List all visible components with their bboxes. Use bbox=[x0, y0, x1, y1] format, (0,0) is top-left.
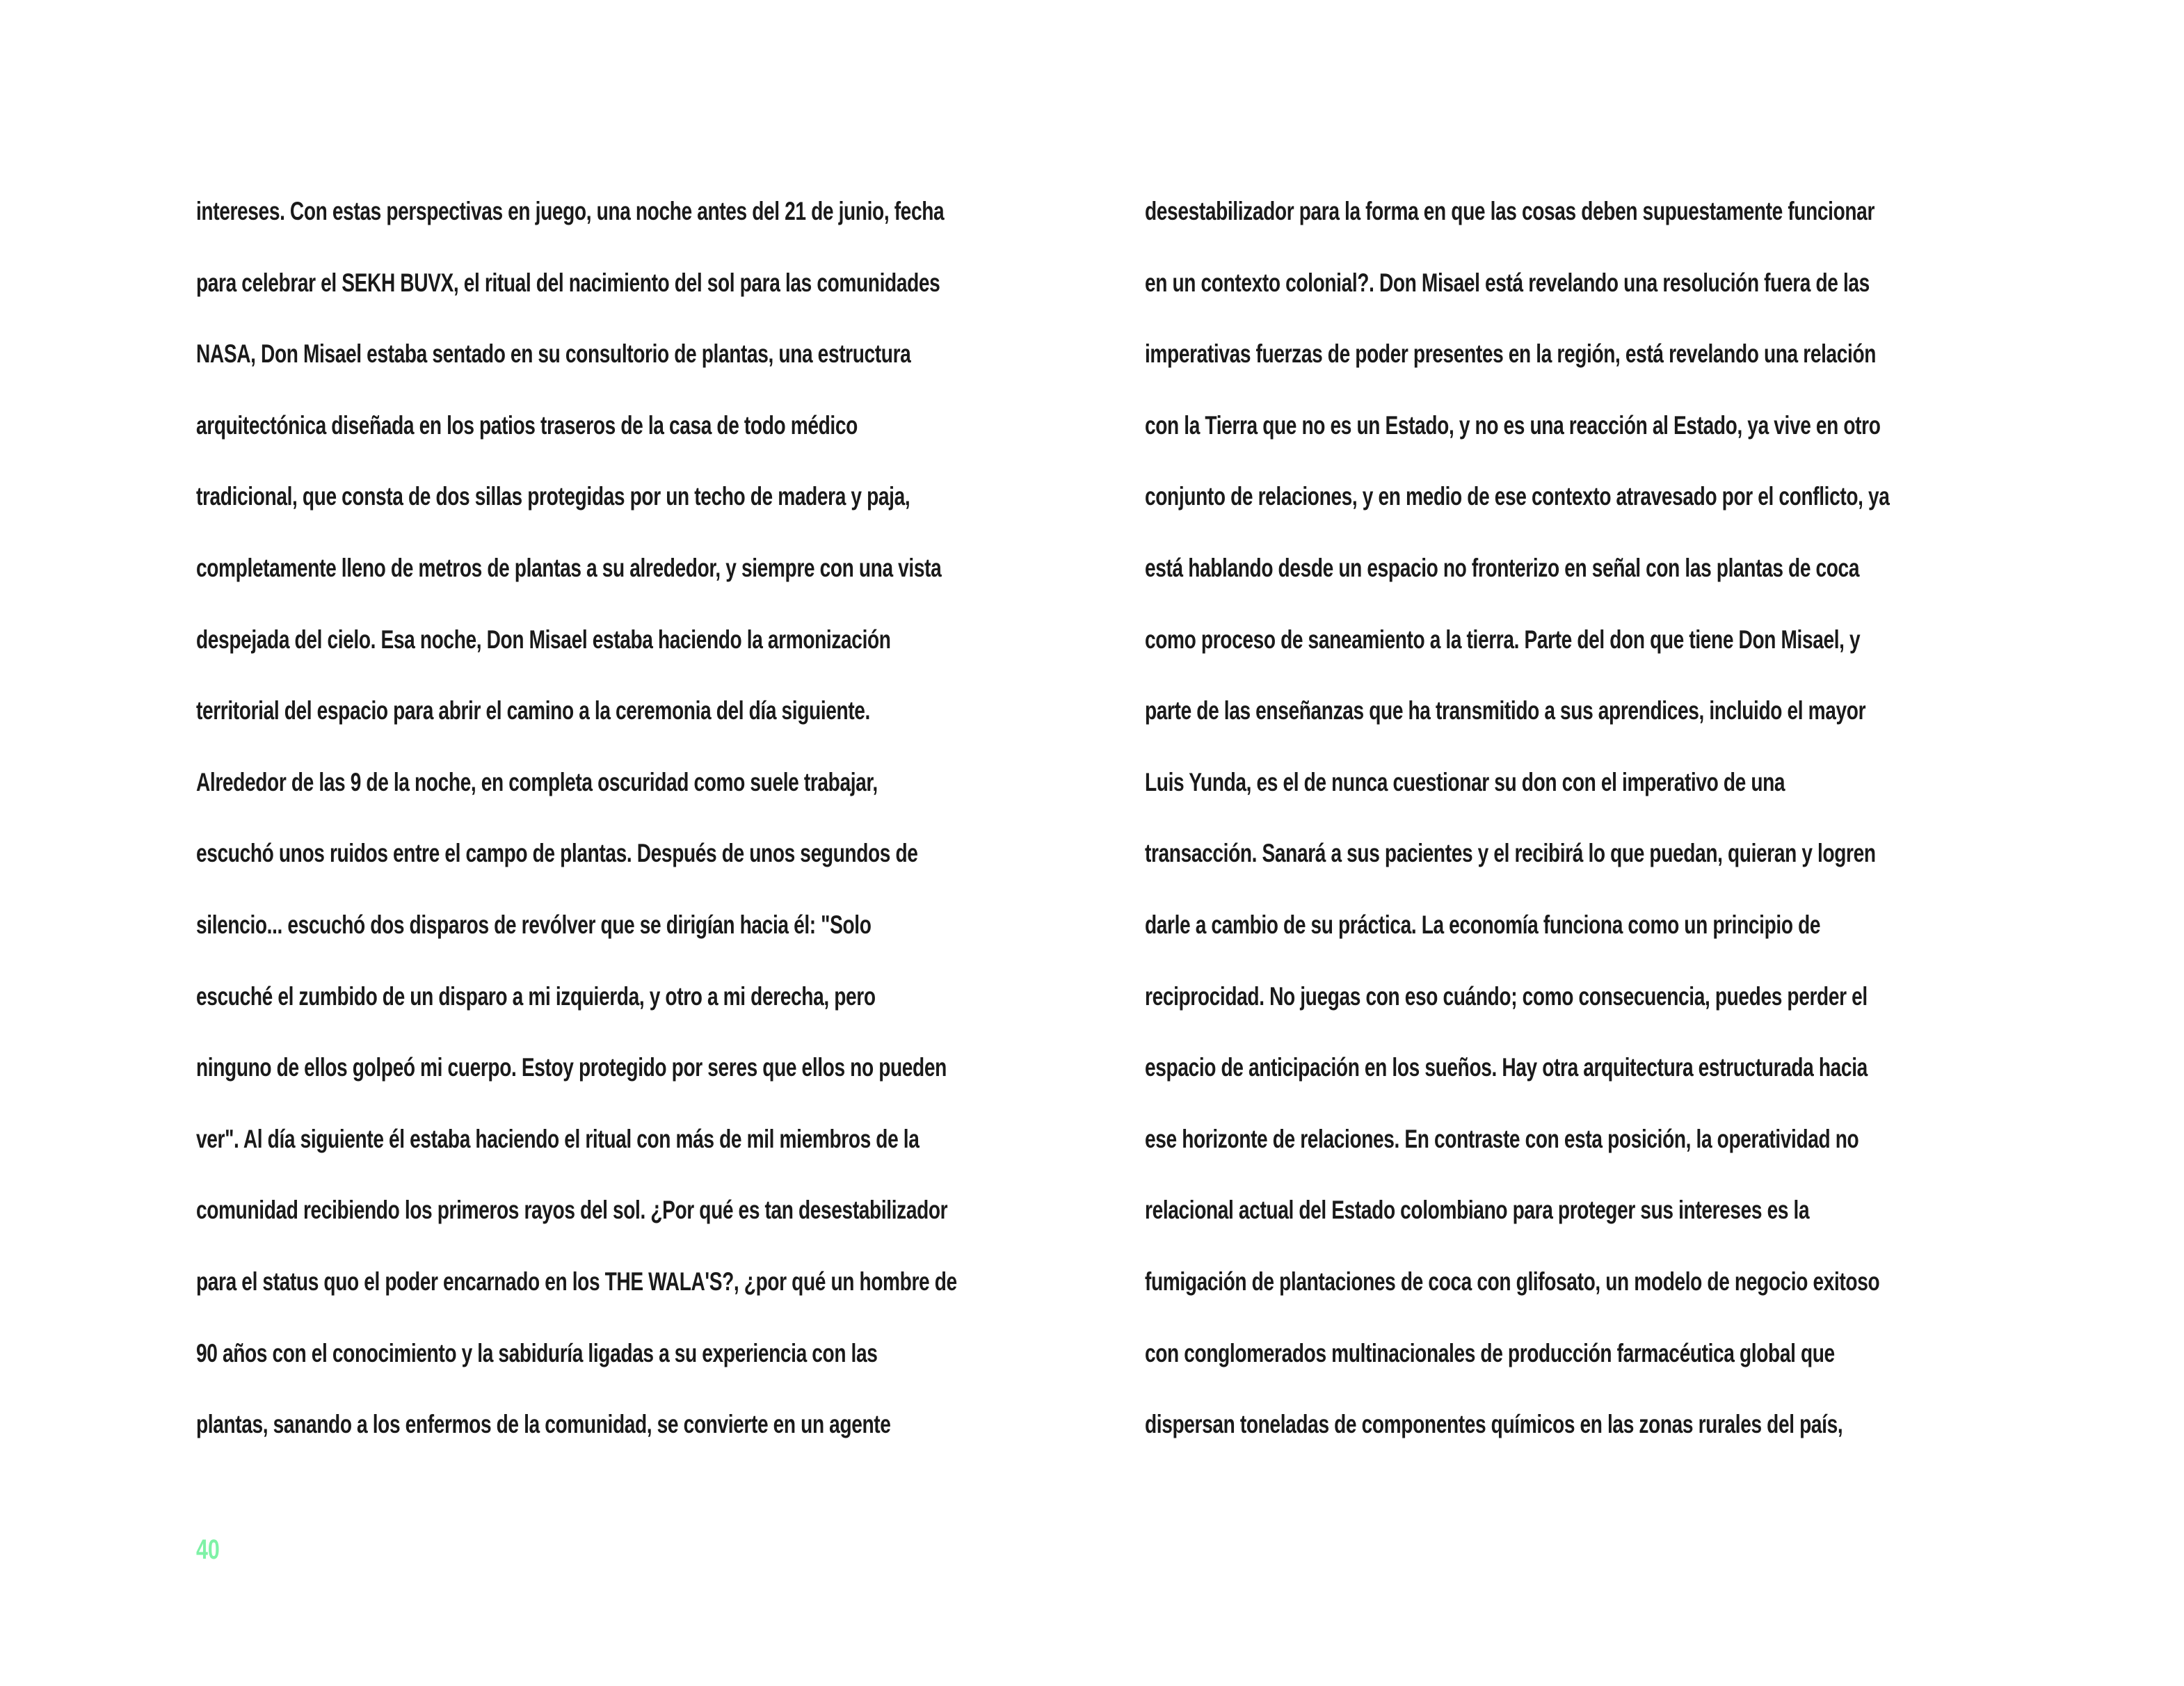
left-text-column bbox=[196, 189, 1073, 1474]
text-line: intereses. Con estas perspectivas en juego, una noche antes del 21 de junio, fecha bbox=[196, 197, 945, 225]
text-line: espacio de anticipación en los sueños. Hay otra arquitectura estructurada hacia bbox=[1145, 1053, 1868, 1082]
text-line: fumigación de plantaciones de coca con glifosato, un modelo de negocio exitoso bbox=[1145, 1267, 1880, 1296]
text-line: completamente lleno de metros de plantas a su alrededor, y siempre con una vista bbox=[196, 553, 942, 582]
text-line: reciprocidad. No juegas con eso cuándo; como consecuencia, puedes perder el bbox=[1145, 981, 1868, 1011]
text-line: relacional actual del Estado colombiano para proteger sus intereses es la bbox=[1145, 1196, 1810, 1225]
page-number: 40 bbox=[196, 1534, 220, 1565]
text-line: tradicional, que consta de dos sillas protegidas por un techo de madera y paja, bbox=[196, 482, 910, 511]
text-line: despejada del cielo. Esa noche, Don Misael estaba haciendo la armonización bbox=[196, 625, 891, 654]
text-line: ese horizonte de relaciones. En contraste con esta posición, la operatividad no bbox=[1145, 1124, 1859, 1153]
text-line: ver". Al día siguiente él estaba haciendo el ritual con más de mil miembros de la bbox=[196, 1124, 920, 1153]
text-line: comunidad recibiendo los primeros rayos del sol. ¿Por qué es tan desestabilizador bbox=[196, 1196, 948, 1225]
text-line: plantas, sanando a los enfermos de la comunidad, se convierte en un agente bbox=[196, 1410, 891, 1439]
text-line: como proceso de saneamiento a la tierra. Parte del don que tiene Don Misael, y bbox=[1145, 625, 1861, 654]
text-line: con conglomerados multinacionales de producción farmacéutica global que bbox=[1145, 1338, 1835, 1367]
text-line: ninguno de ellos golpeó mi cuerpo. Estoy protegido por seres que ellos no pueden bbox=[196, 1053, 947, 1082]
text-line: parte de las enseñanzas que ha transmitido a sus aprendices, incluido el mayor bbox=[1145, 696, 1866, 725]
text-line: conjunto de relaciones, y en medio de ese contexto atravesado por el conflicto, ya bbox=[1145, 482, 1890, 511]
text-line: Alrededor de las 9 de la noche, en completa oscuridad como suele trabajar, bbox=[196, 767, 878, 796]
text-line: escuché el zumbido de un disparo a mi izquierda, y otro a mi derecha, pero bbox=[196, 981, 876, 1011]
text-line: con la Tierra que no es un Estado, y no es una reacción al Estado, ya vive en otro bbox=[1145, 410, 1881, 440]
text-line: escuchó unos ruidos entre el campo de plantas. Después de unos segundos de bbox=[196, 839, 918, 868]
text-line: Luis Yunda, es el de nunca cuestionar su don con el imperativo de una bbox=[1145, 767, 1785, 796]
text-line: dispersan toneladas de componentes químicos en las zonas rurales del país, bbox=[1145, 1410, 1843, 1439]
text-line: territorial del espacio para abrir el camino a la ceremonia del día siguiente. bbox=[196, 696, 870, 725]
text-line: está hablando desde un espacio no fronterizo en señal con las plantas de coca bbox=[1145, 553, 1860, 582]
text-line: en un contexto colonial?. Don Misael está revelando una resolución fuera de las bbox=[1145, 268, 1870, 297]
text-line: darle a cambio de su práctica. La economía funciona como un principio de bbox=[1145, 910, 1821, 939]
right-text-column bbox=[1145, 189, 2021, 1474]
text-line: imperativas fuerzas de poder presentes en la región, está revelando una relación bbox=[1145, 339, 1877, 369]
text-line: para el status quo el poder encarnado en los THE WALA'S?, ¿por qué un hombre de bbox=[196, 1267, 957, 1296]
text-line: NASA, Don Misael estaba sentado en su consultorio de plantas, una estructura bbox=[196, 339, 911, 369]
text-line: para celebrar el SEKH BUVX, el ritual del nacimiento del sol para las comunidades bbox=[196, 268, 940, 297]
text-line: silencio... escuchó dos disparos de revólver que se dirigían hacia él: "Solo bbox=[196, 910, 872, 939]
text-line: 90 años con el conocimiento y la sabiduría ligadas a su experiencia con las bbox=[196, 1338, 878, 1367]
text-line: arquitectónica diseñada en los patios traseros de la casa de todo médico bbox=[196, 410, 858, 440]
text-line: desestabilizador para la forma en que las cosas deben supuestamente funcionar bbox=[1145, 197, 1875, 225]
text-line: transacción. Sanará a sus pacientes y el recibirá lo que puedan, quieran y logren bbox=[1145, 839, 1876, 868]
